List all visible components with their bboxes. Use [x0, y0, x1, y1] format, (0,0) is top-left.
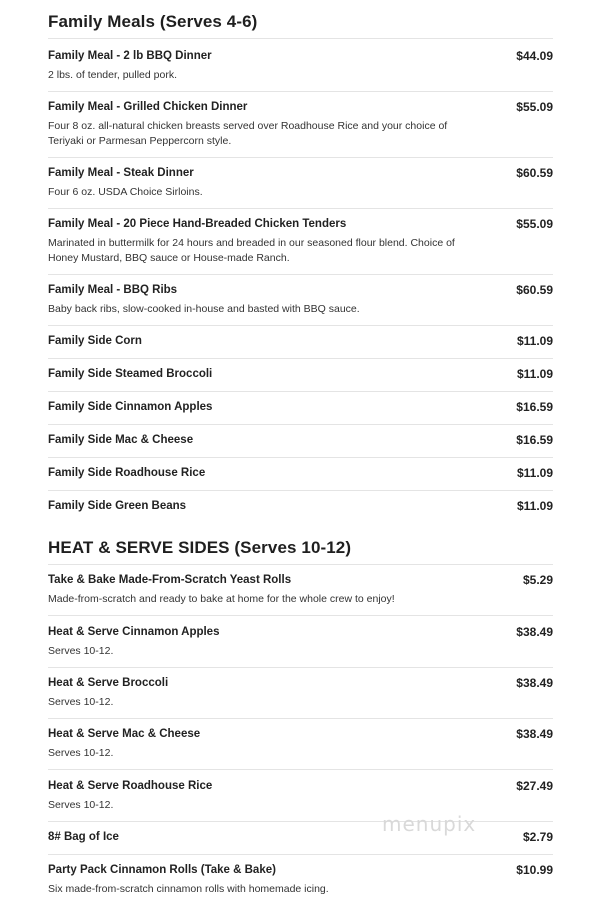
item-name: Family Side Roadhouse Rice [48, 467, 206, 479]
item-name: Family Meal - 20 Piece Hand-Breaded Chicken Tenders [48, 218, 347, 230]
item-description: Serves 10-12. [48, 799, 114, 811]
menu-item[interactable] [48, 573, 553, 607]
item-price: $44.09 [516, 49, 553, 63]
item-description: Marinated in buttermilk for 24 hours and breaded in our seasoned flour blend. Choice of Honey Mustard, BBQ sauce or House-made Ranch. [48, 237, 455, 264]
menu-item[interactable] [48, 863, 553, 897]
menu-item[interactable] [48, 49, 553, 83]
item-price: $5.29 [522, 573, 553, 587]
item-name: Family Meal - 2 lb BBQ Dinner [48, 50, 212, 62]
item-name: Heat & Serve Cinnamon Apples [48, 626, 220, 638]
item-name: Heat & Serve Mac & Cheese [48, 728, 201, 740]
divider [48, 457, 553, 458]
menu-item[interactable] [48, 466, 553, 480]
divider [48, 490, 553, 491]
menu-item[interactable] [48, 830, 553, 844]
item-description: Six made-from-scratch cinnamon rolls with homemade icing. [48, 883, 329, 895]
item-description: Serves 10-12. [48, 696, 114, 708]
item-price: $16.59 [516, 400, 553, 414]
menu-item[interactable] [48, 217, 553, 266]
divider [48, 325, 553, 326]
item-name: Family Meal - Steak Dinner [48, 167, 194, 179]
item-price: $38.49 [516, 727, 553, 741]
menu-item[interactable] [48, 283, 553, 317]
item-name: Party Pack Cinnamon Rolls (Take & Bake) [48, 864, 276, 876]
item-price: $11.09 [516, 334, 553, 348]
menu-item[interactable] [48, 100, 553, 149]
divider [48, 564, 553, 565]
item-price: $55.09 [516, 100, 553, 114]
item-name: Take & Bake Made-From-Scratch Yeast Rolls [48, 574, 292, 586]
menu-item[interactable] [48, 779, 553, 813]
item-name: Family Side Corn [48, 335, 142, 347]
menu-item[interactable] [48, 676, 553, 710]
item-name: 8# Bag of Ice [48, 831, 119, 843]
item-name: Family Side Green Beans [48, 500, 187, 512]
menu-item[interactable] [48, 625, 553, 659]
item-price: $60.59 [516, 283, 553, 297]
item-price: $27.49 [516, 779, 553, 793]
item-name: Family Side Cinnamon Apples [48, 401, 213, 413]
divider [48, 38, 553, 39]
item-price: $2.79 [522, 830, 553, 844]
item-price: $16.59 [516, 433, 553, 447]
item-description: Serves 10-12. [48, 747, 114, 759]
divider [48, 358, 553, 359]
divider [48, 391, 553, 392]
section-title-family-meals: Family Meals (Serves 4-6) [48, 12, 258, 31]
divider [48, 157, 553, 158]
menu-item[interactable] [48, 367, 553, 381]
item-price: $38.49 [516, 625, 553, 639]
menupix-watermark: menupix [382, 812, 477, 836]
divider [48, 91, 553, 92]
menu-item[interactable] [48, 499, 553, 513]
menu-item[interactable] [48, 400, 553, 414]
menu-item[interactable] [48, 166, 553, 200]
divider [48, 424, 553, 425]
item-description: Baby back ribs, slow-cooked in-house and basted with BBQ sauce. [48, 303, 360, 315]
item-price: $60.59 [516, 166, 553, 180]
item-price: $38.49 [516, 676, 553, 690]
item-price: $11.09 [516, 499, 553, 513]
menu-item[interactable] [48, 334, 553, 348]
divider [48, 769, 553, 770]
item-name: Heat & Serve Broccoli [48, 677, 169, 689]
menu-item[interactable] [48, 727, 553, 761]
menu-item[interactable] [48, 433, 553, 447]
item-price: $11.09 [516, 466, 553, 480]
item-name: Family Meal - BBQ Ribs [48, 284, 178, 296]
item-description: Serves 10-12. [48, 645, 114, 657]
item-description: Four 8 oz. all-natural chicken breasts served over Roadhouse Rice and your choice of Teriyaki or Parmesan Peppercorn style. [48, 120, 448, 147]
divider [48, 667, 553, 668]
item-name: Family Side Steamed Broccoli [48, 368, 213, 380]
divider [48, 718, 553, 719]
divider [48, 274, 553, 275]
divider [48, 615, 553, 616]
divider [48, 208, 553, 209]
item-name: Family Meal - Grilled Chicken Dinner [48, 101, 248, 113]
divider [48, 854, 553, 855]
item-name: Family Side Mac & Cheese [48, 434, 194, 446]
item-name: Heat & Serve Roadhouse Rice [48, 780, 213, 792]
item-description: Made-from-scratch and ready to bake at home for the whole crew to enjoy! [48, 593, 395, 605]
divider [48, 821, 553, 822]
item-price: $11.09 [516, 367, 553, 381]
item-price: $55.09 [516, 217, 553, 231]
item-description: 2 lbs. of tender, pulled pork. [48, 69, 177, 81]
item-price: $10.99 [516, 863, 553, 877]
section-title-heat-and-serve-sides: HEAT & SERVE SIDES (Serves 10-12) [48, 538, 352, 557]
item-description: Four 6 oz. USDA Choice Sirloins. [48, 186, 203, 198]
